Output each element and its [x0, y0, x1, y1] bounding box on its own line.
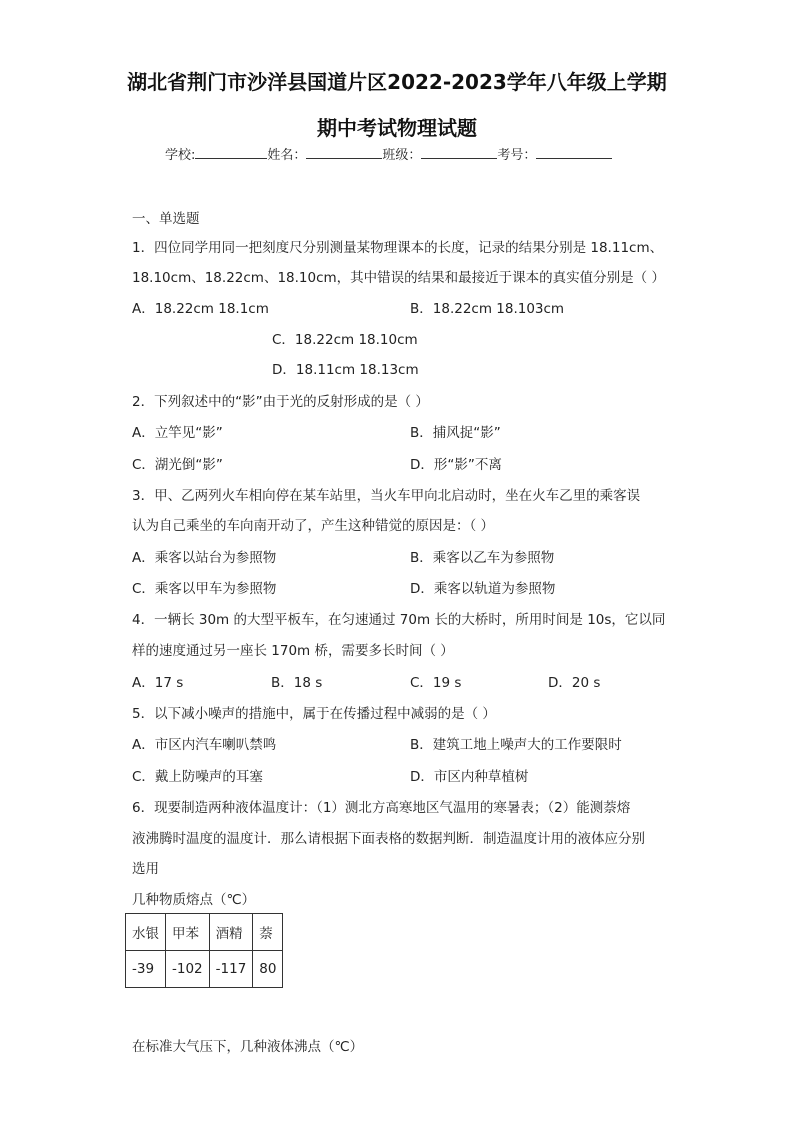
q5-stem: 5．以下减小噪声的措施中，属于在传播过程中减弱的是（ ） — [132, 706, 496, 722]
q3-stem-line2: 认为自己乘坐的车向南开动了，产生这种错觉的原因是：（ ） — [132, 518, 495, 534]
q6-stem-line3: 选用 — [132, 861, 159, 877]
class-label: 班级： — [382, 148, 422, 163]
q4-option-b[interactable]: B．18 s — [271, 675, 323, 691]
q6-stem-line2: 液沸腾时温度的温度计．那么请根据下面表格的数据判断．制造温度计用的液体应分别 — [132, 831, 645, 847]
q1-stem-line2: 18.10cm、18.22cm、18.10cm，其中错误的结果和最接近于课本的真实值分别是（ ） — [132, 270, 665, 286]
q3-option-d[interactable]: D．乘客以轨道为参照物 — [410, 581, 556, 597]
q2-option-c[interactable]: C．湖光倒“影” — [132, 457, 223, 473]
q2-option-d[interactable]: D．形“影”不离 — [410, 457, 502, 473]
q5-option-a[interactable]: A．市区内汽车喇叭禁鸣 — [132, 737, 277, 753]
table-cell: 萘 — [253, 914, 283, 951]
student-info-row — [165, 144, 612, 163]
table-cell: 酒精 — [209, 914, 253, 951]
q2-stem: 2．下列叙述中的“影”由于光的反射形成的是（ ） — [132, 394, 429, 410]
q3-option-a[interactable]: A．乘客以站台为参照物 — [132, 550, 277, 566]
q4-option-a[interactable]: A．17 s — [132, 675, 184, 691]
table-cell: 甲苯 — [166, 914, 210, 951]
q3-stem-line1: 3．甲、乙两列火车相向停在某车站里，当火车甲向北启动时，坐在火车乙里的乘客误 — [132, 488, 641, 504]
q4-option-c[interactable]: C．19 s — [410, 675, 462, 691]
number-blank[interactable] — [536, 146, 612, 159]
boiling-point-table-caption: 在标准大气压下，几种液体沸点（℃） — [132, 1039, 364, 1055]
q6-stem-line1: 6．现要制造两种液体温度计：（1）测北方高寒地区气温用的寒暑表；（2）能测萘熔 — [132, 800, 631, 816]
q5-option-b[interactable]: B．建筑工地上噪声大的工作要限时 — [410, 737, 622, 753]
q2-option-b[interactable]: B．捕风捉“影” — [410, 425, 501, 441]
school-label: 学校: — [165, 148, 196, 163]
q3-option-c[interactable]: C．乘客以甲车为参照物 — [132, 581, 277, 597]
school-blank[interactable] — [195, 146, 267, 159]
q4-stem-line1: 4．一辆长 30m 的大型平板车，在匀速通过 70m 长的大桥时，所用时间是 10s，它以同 — [132, 612, 666, 628]
q4-option-d[interactable]: D．20 s — [548, 675, 601, 691]
section-heading: 一、单选题 — [132, 211, 200, 227]
q5-option-d[interactable]: D．市区内种草植树 — [410, 769, 529, 785]
table-row — [126, 951, 283, 988]
exam-title-line1: 湖北省荆门市沙洋县国道片区2022-2023学年八年级上学期 — [127, 70, 667, 94]
table-cell: 80 — [253, 951, 283, 988]
table-cell: -102 — [166, 951, 210, 988]
q2-option-a[interactable]: A．立竿见“影” — [132, 425, 223, 441]
q4-stem-line2: 样的速度通过另一座长 170m 桥，需要多长时间（ ） — [132, 643, 454, 659]
exam-title-line2: 期中考试物理试题 — [317, 116, 477, 140]
q1-option-d[interactable]: D．18.11cm 18.13cm — [272, 362, 419, 378]
q1-option-a[interactable]: A．18.22cm 18.1cm — [132, 301, 269, 317]
name-label: 姓名： — [267, 148, 307, 163]
table-cell: -117 — [209, 951, 253, 988]
name-blank[interactable] — [306, 146, 382, 159]
q1-option-c[interactable]: C．18.22cm 18.10cm — [272, 332, 418, 348]
table-cell: -39 — [126, 951, 166, 988]
table-header-row — [126, 914, 283, 951]
q3-option-b[interactable]: B．乘客以乙车为参照物 — [410, 550, 555, 566]
q1-option-b[interactable]: B．18.22cm 18.103cm — [410, 301, 565, 317]
table-cell: 水银 — [126, 914, 166, 951]
melting-point-table-caption: 几种物质熔点（℃） — [132, 892, 256, 908]
number-label: 考号： — [497, 148, 537, 163]
melting-point-table — [125, 913, 283, 988]
q1-stem-line1: 1．四位同学用同一把刻度尺分别测量某物理课本的长度，记录的结果分别是 18.11cm、 — [132, 240, 664, 256]
class-blank[interactable] — [421, 146, 497, 159]
q5-option-c[interactable]: C．戴上防噪声的耳塞 — [132, 769, 263, 785]
